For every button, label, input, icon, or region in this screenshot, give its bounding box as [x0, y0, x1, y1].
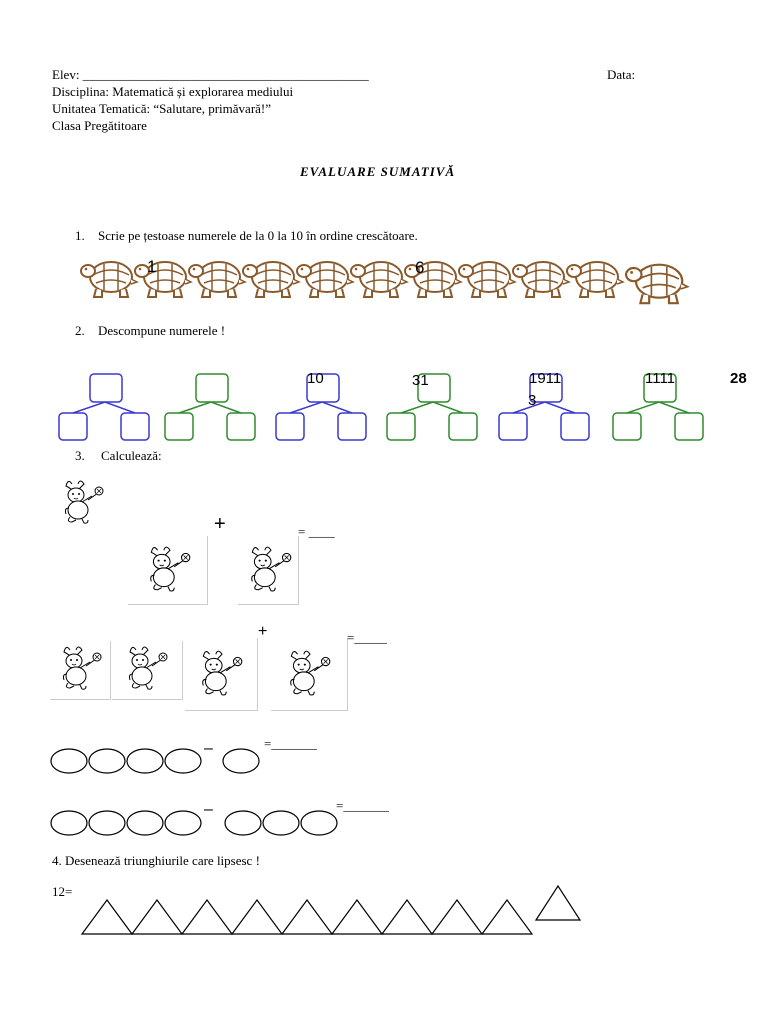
tree-written-1: 10: [307, 370, 324, 387]
minus-sign-1: –: [204, 740, 213, 757]
bunny-with-flower-icon: [283, 648, 335, 700]
turtle-icon-9[interactable]: [513, 262, 569, 297]
circles-row-1: [50, 746, 265, 776]
bunny-card-3: [50, 641, 111, 700]
turtle-icon-2[interactable]: [135, 262, 191, 297]
question-2-number: 2.: [75, 323, 85, 338]
circle-shape: [127, 811, 163, 835]
turtle-icon-1[interactable]: [81, 262, 137, 297]
triangle-shape: [482, 900, 532, 934]
circle-shape: [225, 811, 261, 835]
circle-shape: [165, 811, 201, 835]
bunny-card-2: [238, 536, 299, 605]
number-tree-1[interactable]: [59, 374, 149, 440]
bunny-card-4: [112, 641, 183, 700]
question-3-text: Calculează:: [101, 448, 162, 463]
page-title: EVALUARE SUMATIVĂ: [300, 164, 456, 179]
date-label: Data:: [607, 67, 636, 82]
turtle-row: [80, 255, 710, 303]
tree-written-2: 31: [412, 372, 429, 389]
question-1-text: Scrie pe țestoase numerele de la 0 la 10 în ordine crescătoare.: [98, 228, 418, 243]
circle-shape: [51, 749, 87, 773]
circle-shape: [223, 749, 259, 773]
turtle-written-1: 1: [147, 257, 157, 276]
student-label: Elev:: [52, 67, 80, 82]
circle-shape: [127, 749, 163, 773]
question-3-number: 3.: [75, 448, 85, 463]
turtle-icon-10[interactable]: [567, 262, 623, 297]
question-1-number: 1.: [75, 228, 85, 243]
theme-line: Unitatea Tematică: “Salutare, primăvară!”: [52, 101, 272, 116]
bunny-with-flower-icon: [195, 648, 247, 700]
answer-line-2[interactable]: =_____: [347, 630, 387, 645]
subject-line: Disciplina: Matematică și explorarea mediului: [52, 84, 294, 99]
circles-row-2: [50, 808, 340, 838]
turtle-icon-7[interactable]: [405, 262, 461, 297]
tree-written-5: 1111: [645, 370, 676, 387]
number-tree-2[interactable]: [165, 374, 255, 440]
question-2-text: Descompune numerele !: [98, 323, 226, 338]
triangle-shape: [432, 900, 482, 934]
turtle-icon-4[interactable]: [243, 262, 299, 297]
bunny-with-flower-icon: [122, 644, 172, 694]
class-line: Clasa Pregătitoare: [52, 118, 147, 133]
bunny-card-5: [185, 638, 258, 711]
turtle-written-2: 6: [415, 258, 425, 277]
circle-shape: [165, 749, 201, 773]
student-name-line[interactable]: [52, 66, 369, 83]
triangle-shape: [232, 900, 282, 934]
question-4-text: 4. Desenează triunghiurile care lipsesc !: [52, 853, 260, 868]
bunny-card-6: [271, 638, 348, 711]
answer-line-4[interactable]: =_______: [336, 798, 389, 813]
turtle-icon-6[interactable]: [351, 262, 407, 297]
turtle-icon-8[interactable]: [459, 262, 515, 297]
answer-line-1[interactable]: = ____: [298, 524, 335, 539]
circle-shape: [301, 811, 337, 835]
triangle-count-label: 12=: [52, 884, 73, 899]
bunny-card-1: [128, 536, 208, 605]
triangles-row: [80, 884, 590, 936]
turtle-icon-5[interactable]: [297, 262, 353, 297]
plus-sign-1: +: [214, 513, 226, 535]
bunny-with-flower-icon-a1: [58, 478, 108, 528]
circle-shape: [263, 811, 299, 835]
tree-written-6: 28: [730, 370, 747, 387]
tree-written-4: 3: [528, 392, 537, 409]
turtle-icon-3[interactable]: [189, 262, 245, 297]
triangle-shape: [536, 886, 580, 920]
minus-sign-2: –: [204, 801, 213, 818]
triangle-shape: [82, 900, 132, 934]
triangle-shape: [182, 900, 232, 934]
bunny-with-flower-icon: [244, 544, 296, 596]
circle-shape: [51, 811, 87, 835]
circle-shape: [89, 811, 125, 835]
bunny-with-flower-icon: [56, 644, 106, 694]
bunny-with-flower-icon: [143, 544, 195, 596]
triangle-shape: [332, 900, 382, 934]
answer-line-3[interactable]: =_______: [264, 736, 317, 751]
triangle-shape: [282, 900, 332, 934]
student-blank: ____________________________________________: [82, 67, 369, 82]
triangle-shape: [382, 900, 432, 934]
plus-sign-2: +: [258, 623, 268, 640]
circle-shape: [89, 749, 125, 773]
turtle-icon-11[interactable]: [626, 265, 688, 304]
triangle-shape: [132, 900, 182, 934]
tree-written-3: 1911: [529, 370, 562, 387]
number-tree-4[interactable]: [387, 374, 477, 440]
